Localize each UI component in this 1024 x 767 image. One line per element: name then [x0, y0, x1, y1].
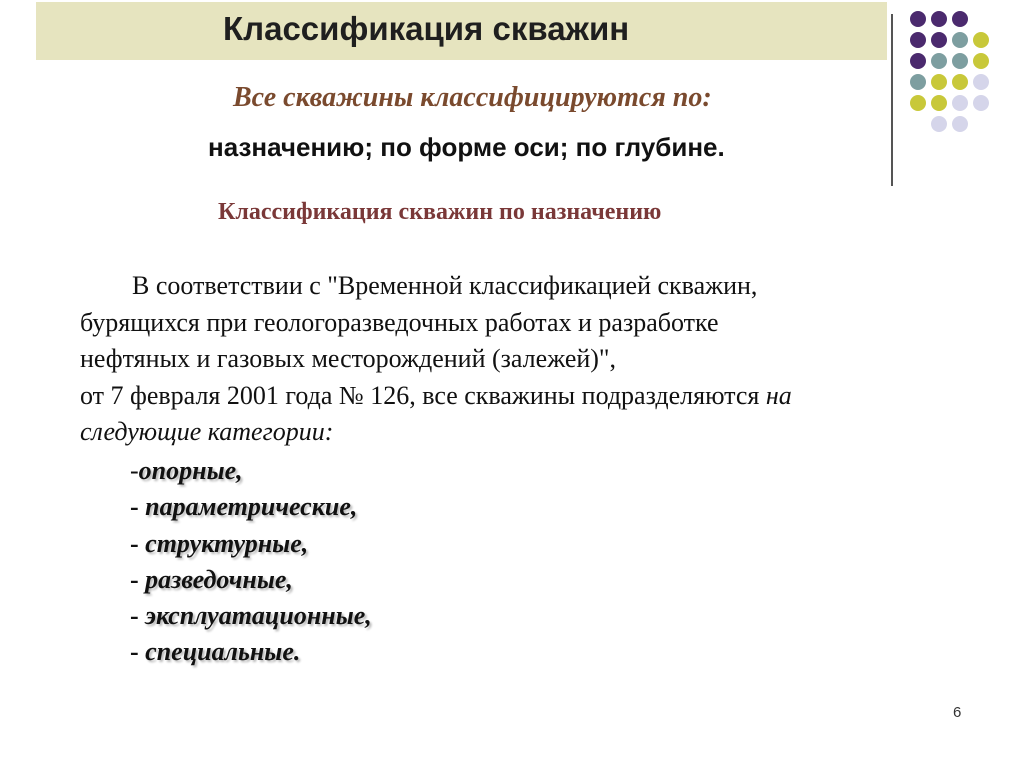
decorative-dot — [952, 53, 968, 69]
decorative-dot — [931, 53, 947, 69]
category-name: структурные, — [145, 528, 309, 558]
paragraph-line: В соответствии с "Временной классификацией скважин, — [132, 271, 758, 300]
category-item — [130, 453, 372, 489]
decorative-dot — [952, 116, 968, 132]
category-item — [130, 489, 372, 525]
decorative-dot — [973, 74, 989, 90]
category-item — [130, 562, 372, 598]
paragraph-line: бурящихся при геологоразведочных работах и разработке — [80, 307, 719, 337]
body-paragraph — [80, 268, 980, 451]
paragraph-line-italic: на — [765, 380, 792, 410]
decorative-dot — [952, 95, 968, 111]
slide-subtitle: Все скважины классифицируются по: — [233, 82, 712, 113]
decorative-dot — [910, 32, 926, 48]
decorative-dot — [910, 95, 926, 111]
category-dash: - — [130, 528, 146, 558]
decorative-dot — [910, 11, 926, 27]
category-name: опорные, — [138, 456, 243, 485]
slide-title: Классификация скважин — [223, 10, 630, 47]
category-name: разведочные, — [145, 564, 293, 594]
category-dash: - — [130, 564, 146, 594]
category-list — [130, 453, 372, 671]
decorative-dot — [952, 74, 968, 90]
category-item — [130, 634, 372, 670]
category-dash: - — [130, 456, 139, 485]
decorative-dot — [931, 116, 947, 132]
decorative-dot — [973, 32, 989, 48]
decorative-dot — [931, 95, 947, 111]
category-dash: - — [130, 637, 146, 667]
page-number: 6 — [953, 704, 962, 721]
paragraph-line-text: от 7 февраля 2001 года № 126, все скважины подразделяются — [80, 380, 766, 410]
decorative-dot — [931, 74, 947, 90]
category-item — [130, 598, 372, 634]
classification-criteria: назначению; по форме оси; по глубине. — [208, 132, 725, 162]
paragraph-line: следующие категории: — [80, 417, 334, 446]
decorative-dot — [973, 53, 989, 69]
category-name: специальные. — [145, 637, 301, 667]
category-dash: - — [130, 601, 146, 631]
category-dash: - — [130, 492, 146, 522]
decorative-dot — [973, 95, 989, 111]
section-heading: Классификация скважин по назначению — [218, 199, 662, 225]
decorative-dot — [910, 53, 926, 69]
paragraph-line: нефтяных и газовых месторождений (залежей)", — [80, 344, 617, 373]
decorative-dot — [952, 32, 968, 48]
decorative-dot — [931, 32, 947, 48]
category-name: параметрические, — [145, 492, 358, 522]
decorative-dot — [931, 11, 947, 27]
category-name: эксплуатационные, — [145, 601, 372, 631]
paragraph-line — [80, 378, 980, 415]
category-item — [130, 526, 372, 562]
decorative-dot — [952, 11, 968, 27]
decorative-dot — [910, 74, 926, 90]
